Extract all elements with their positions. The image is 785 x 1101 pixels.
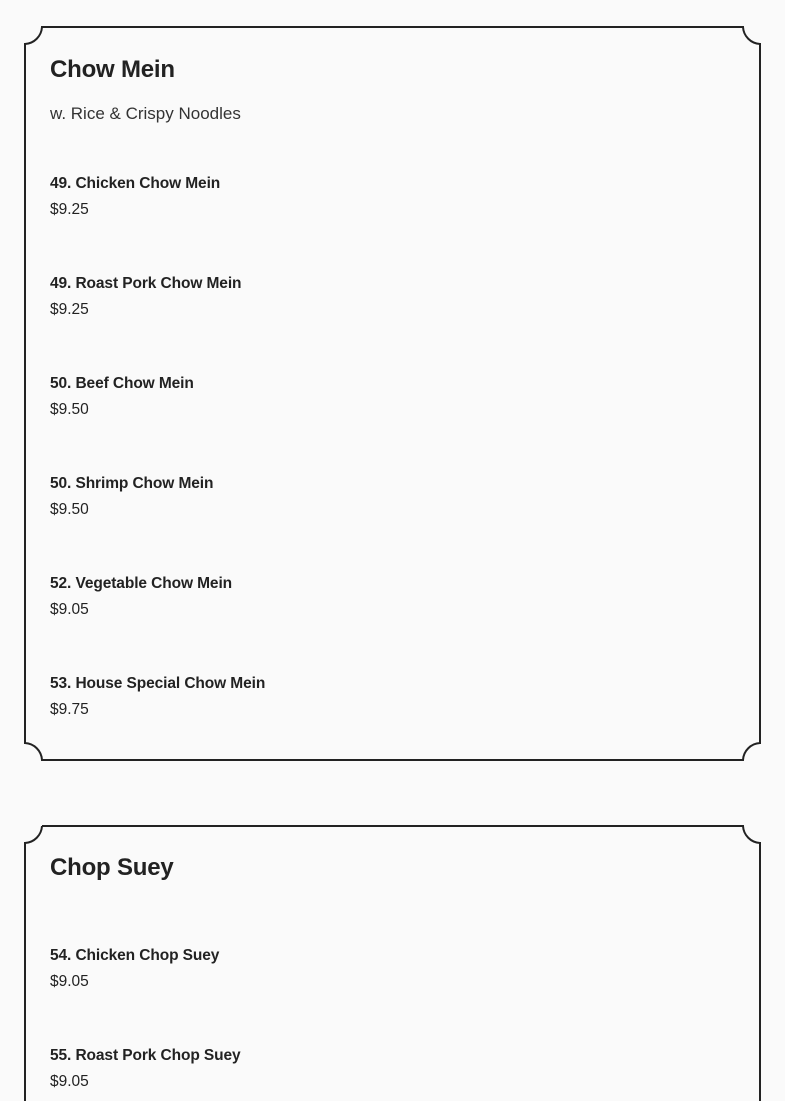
menu-item-price: $9.05 xyxy=(50,601,89,618)
menu-item-name: 49. Chicken Chow Mein xyxy=(50,175,221,192)
menu-item[interactable] xyxy=(50,947,650,991)
menu-item[interactable] xyxy=(50,575,650,619)
menu-item-name: 50. Shrimp Chow Mein xyxy=(50,475,214,492)
menu-item-price: $9.05 xyxy=(50,973,89,990)
menu-item-name: 50. Beef Chow Mein xyxy=(50,375,194,392)
menu-item[interactable] xyxy=(50,1047,650,1091)
menu-item-price: $9.50 xyxy=(50,401,89,418)
menu-item[interactable] xyxy=(50,175,650,219)
menu-item-price: $9.25 xyxy=(50,201,89,218)
menu-item-name: 54. Chicken Chop Suey xyxy=(50,947,220,964)
menu-item[interactable] xyxy=(50,275,650,319)
menu-item-price: $9.50 xyxy=(50,501,89,518)
menu-item-name: 53. House Special Chow Mein xyxy=(50,675,266,692)
section-title: Chop Suey xyxy=(50,854,174,881)
menu-item-price: $9.25 xyxy=(50,301,89,318)
section-title: Chow Mein xyxy=(50,56,175,83)
menu-item-price: $9.75 xyxy=(50,701,89,718)
menu-item[interactable] xyxy=(50,475,650,519)
section-subtitle: w. Rice & Crispy Noodles xyxy=(50,104,241,123)
menu-item[interactable] xyxy=(50,675,650,719)
menu-item-name: 55. Roast Pork Chop Suey xyxy=(50,1047,241,1064)
menu-item-name: 52. Vegetable Chow Mein xyxy=(50,575,233,592)
menu-section-chop-suey xyxy=(24,825,761,1101)
menu-item-name: 49. Roast Pork Chow Mein xyxy=(50,275,242,292)
menu-item-price: $9.05 xyxy=(50,1073,89,1090)
menu-section-chow-mein xyxy=(24,26,761,761)
menu-item[interactable] xyxy=(50,375,650,419)
